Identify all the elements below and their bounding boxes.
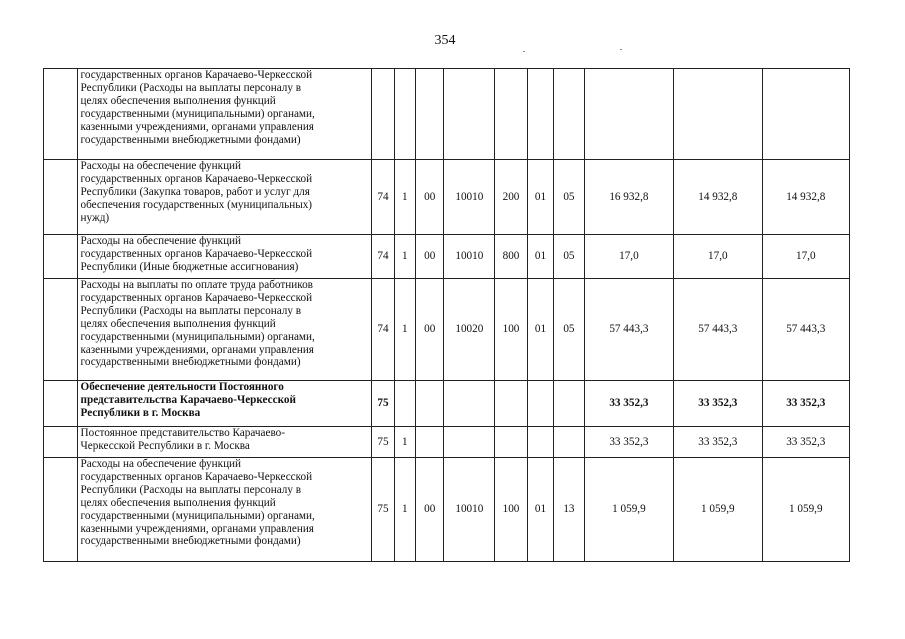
code-cell-c7 <box>554 381 584 427</box>
row-name-line: государственными (муниципальными) органами, <box>80 107 315 120</box>
code-cell-c3: 00 <box>415 458 443 562</box>
row-name-line: государственных органов Карачаево-Черкесской <box>80 291 313 304</box>
amount-cell-v1: 16 932,8 <box>584 160 673 235</box>
row-name-line: Черкесской Республики в г. Москва <box>80 439 250 452</box>
code-cell-c3 <box>415 381 443 427</box>
amount-cell-v1: 17,0 <box>584 235 673 279</box>
code-cell-c6 <box>527 381 553 427</box>
row-name-line: Республики (Расходы на выплаты персоналу в <box>80 81 302 94</box>
table-row <box>44 160 850 235</box>
row-number-cell <box>44 279 78 381</box>
code-cell-code <box>372 69 394 160</box>
table-body <box>44 69 850 562</box>
code-cell-sub <box>394 381 415 427</box>
row-name-line: государственными (муниципальными) органами, <box>80 509 315 522</box>
table-row <box>44 235 850 279</box>
amount-cell-v2: 14 932,8 <box>674 160 762 235</box>
amount-cell-v3: 33 352,3 <box>762 427 849 458</box>
code-cell-c4: 10020 <box>444 279 495 381</box>
code-cell-c4 <box>444 427 495 458</box>
table-row <box>44 427 850 458</box>
code-cell-sub: 1 <box>394 279 415 381</box>
amount-cell-v1: 57 443,3 <box>584 279 673 381</box>
code-cell-c3 <box>415 69 443 160</box>
code-cell-code: 74 <box>372 279 394 381</box>
code-cell-c5: 800 <box>495 235 528 279</box>
code-cell-c6: 01 <box>527 458 553 562</box>
code-cell-c5: 100 <box>495 279 528 381</box>
row-number-cell <box>44 458 78 562</box>
amount-cell-v3: 1 059,9 <box>762 458 849 562</box>
amount-cell-v1 <box>584 69 673 160</box>
code-cell-c4: 10010 <box>444 160 495 235</box>
amount-cell-v2: 1 059,9 <box>674 458 762 562</box>
code-cell-c6 <box>527 427 553 458</box>
amount-cell-v1: 33 352,3 <box>584 381 673 427</box>
code-cell-sub: 1 <box>394 458 415 562</box>
row-name-line: обеспечения государственных (муниципальных) <box>80 198 313 211</box>
code-cell-c7 <box>554 427 584 458</box>
row-name-line: казенными учреждениями, органами управления <box>80 120 314 133</box>
amount-cell-v1: 33 352,3 <box>584 427 673 458</box>
code-cell-code: 75 <box>372 381 394 427</box>
amount-cell-v2 <box>674 69 762 160</box>
scan-speck <box>523 51 525 52</box>
code-cell-sub <box>394 69 415 160</box>
amount-cell-v2: 17,0 <box>674 235 762 279</box>
row-name-line: целях обеспечения выполнения функций <box>80 317 276 330</box>
scan-speck <box>620 49 622 50</box>
budget-table <box>43 68 850 562</box>
page-number: 354 <box>434 33 456 48</box>
amount-cell-v3: 17,0 <box>762 235 849 279</box>
row-name-line: нужд) <box>80 211 110 224</box>
row-name-cell <box>77 160 372 235</box>
row-name-line: Постоянное представительство Карачаево- <box>80 427 285 439</box>
code-cell-c4: 10010 <box>444 458 495 562</box>
code-cell-c3 <box>415 427 443 458</box>
code-cell-sub: 1 <box>394 427 415 458</box>
code-cell-c6: 01 <box>527 160 553 235</box>
table-row <box>44 381 850 427</box>
row-number-cell <box>44 427 78 458</box>
amount-cell-v2: 33 352,3 <box>674 427 762 458</box>
row-name-line: государственных органов Карачаево-Черкесской <box>80 247 313 260</box>
row-name-line: Расходы на обеспечение функций <box>80 160 242 172</box>
amount-cell-v2: 57 443,3 <box>674 279 762 381</box>
code-cell-sub: 1 <box>394 235 415 279</box>
code-cell-c4 <box>444 381 495 427</box>
row-name-line: Расходы на выплаты по оплате труда работников <box>80 279 313 291</box>
code-cell-sub: 1 <box>394 160 415 235</box>
amount-cell-v1: 1 059,9 <box>584 458 673 562</box>
row-name-cell <box>77 235 372 279</box>
row-name-line: Расходы на обеспечение функций <box>80 235 242 247</box>
row-name-line: представительства Карачаево-Черкесской <box>80 393 296 406</box>
code-cell-c5: 100 <box>495 458 528 562</box>
row-name-line: государственными внебюджетными фондами) <box>80 356 301 369</box>
row-name-line: Республики (Расходы на выплаты персоналу в <box>80 304 302 317</box>
code-cell-code: 74 <box>372 235 394 279</box>
row-name-line: государственных органов Карачаево-Черкесской <box>80 69 313 81</box>
code-cell-c5 <box>495 69 528 160</box>
row-name-line: Республики в г. Москва <box>80 406 201 419</box>
row-number-cell <box>44 381 78 427</box>
row-name-line: Республики (Закупка товаров, работ и услуг для <box>80 185 310 198</box>
code-cell-c6: 01 <box>527 279 553 381</box>
row-name-line: Республики (Иные бюджетные ассигнования) <box>80 260 299 273</box>
row-name-line: государственными внебюджетными фондами) <box>80 133 301 146</box>
row-name-line: государственными внебюджетными фондами) <box>80 535 301 548</box>
table-row <box>44 69 850 160</box>
row-name-cell <box>77 381 372 427</box>
row-name-line: целях обеспечения выполнения функций <box>80 496 276 509</box>
code-cell-code: 75 <box>372 427 394 458</box>
code-cell-c3: 00 <box>415 235 443 279</box>
amount-cell-v3: 57 443,3 <box>762 279 849 381</box>
row-name-cell <box>77 69 372 160</box>
table-row <box>44 458 850 562</box>
code-cell-c7: 13 <box>554 458 584 562</box>
code-cell-c4: 10010 <box>444 235 495 279</box>
code-cell-c7 <box>554 69 584 160</box>
row-name-cell <box>77 458 372 562</box>
code-cell-c7: 05 <box>554 279 584 381</box>
code-cell-c5 <box>495 381 528 427</box>
row-name-line: государственных органов Карачаево-Черкесской <box>80 470 313 483</box>
amount-cell-v3: 33 352,3 <box>762 381 849 427</box>
code-cell-c7: 05 <box>554 235 584 279</box>
code-cell-c5: 200 <box>495 160 528 235</box>
row-name-line: Расходы на обеспечение функций <box>80 458 242 470</box>
amount-cell-v3: 14 932,8 <box>762 160 849 235</box>
code-cell-c3: 00 <box>415 279 443 381</box>
row-name-line: казенными учреждениями, органами управления <box>80 343 314 356</box>
code-cell-c6 <box>527 69 553 160</box>
code-cell-c6: 01 <box>527 235 553 279</box>
row-name-line: Обеспечение деятельности Постоянного <box>80 381 284 393</box>
row-name-line: казенными учреждениями, органами управления <box>80 522 314 535</box>
row-name-cell <box>77 427 372 458</box>
row-number-cell <box>44 160 78 235</box>
code-cell-code: 75 <box>372 458 394 562</box>
table-row <box>44 279 850 381</box>
amount-cell-v3 <box>762 69 849 160</box>
code-cell-code: 74 <box>372 160 394 235</box>
row-name-line: государственными (муниципальными) органами, <box>80 330 315 343</box>
row-name-line: целях обеспечения выполнения функций <box>80 94 276 107</box>
row-number-cell <box>44 69 78 160</box>
row-number-cell <box>44 235 78 279</box>
row-name-line: Республики (Расходы на выплаты персоналу в <box>80 483 302 496</box>
code-cell-c7: 05 <box>554 160 584 235</box>
code-cell-c3: 00 <box>415 160 443 235</box>
code-cell-c5 <box>495 427 528 458</box>
code-cell-c4 <box>444 69 495 160</box>
amount-cell-v2: 33 352,3 <box>674 381 762 427</box>
row-name-line: государственных органов Карачаево-Черкесской <box>80 172 313 185</box>
row-name-cell <box>77 279 372 381</box>
